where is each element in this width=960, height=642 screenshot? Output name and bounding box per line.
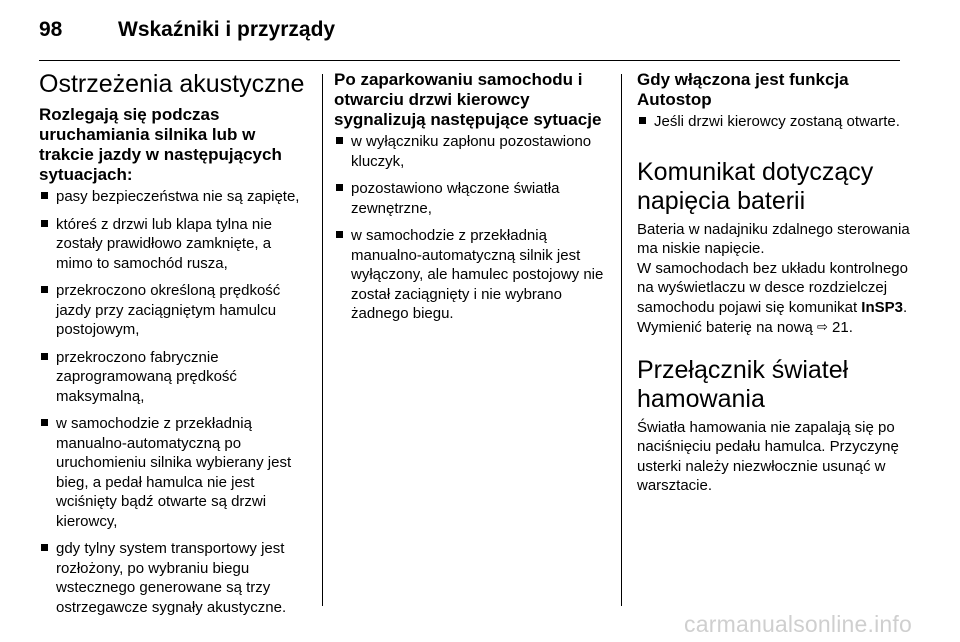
bullet-icon [41,353,48,360]
battery-section-title: Komunikat dotyczący napięcia baterii [637,157,874,215]
bullet-icon [336,137,343,144]
section-subheading: Rozlegają się podczas uruchamiania silnika lub w trakcie jazdy w następujących sytuacjach: [39,105,282,184]
bullet-icon [41,220,48,227]
bullet-icon [41,286,48,293]
bullet-icon [336,231,343,238]
section-subheading: Po zaparkowaniu samochodu i otwarciu drzwi kierowcy sygnalizują następujące sytuacje [334,70,602,129]
list-item: w samochodzie z przekładnią manualno-automatyczną silnik jest wyłączony, ale hamulec postojowy nie został zaciągnięty i nie wybrano żadnego biegu. [334,226,611,324]
section-title: Ostrzeżenia akustyczne [39,70,305,98]
chapter-title: Wskaźniki i przyrządy [118,18,336,41]
column-2 [334,70,611,332]
column-1 [39,70,311,625]
bullet-icon [336,184,343,191]
watermark: carmanualsonline.info [684,611,912,637]
page-number: 98 [39,18,63,41]
brake-section-title: Przełącznik świateł hamowania [637,355,849,413]
arrow-reference-icon: ⇨ [816,319,828,334]
column-divider [322,74,323,606]
column-3 [637,70,912,496]
column-divider [621,74,622,606]
message-code: InSP3 [861,298,903,316]
list-item: przekroczono określoną prędkość jazdy przy zaciągniętym hamulcu postojowym, [39,281,311,340]
list-item: w samochodzie z przekładnią manualno-automatyczną po uruchomieniu silnika wybierany jest bieg, a pedał hamulca nie jest wciśnięty bądź otwarte są drzwi kierowcy, [39,414,311,531]
bullet-list [334,132,611,324]
section-subheading: Gdy włączona jest funkcja Autostop [637,70,849,109]
bullet-icon [41,544,48,551]
list-item: któreś z drzwi lub klapa tylna nie zostały prawidłowo zamknięte, a mimo to samochód rusza, [39,215,311,274]
bullet-list [39,187,311,617]
bullet-list [637,112,912,132]
bullet-icon [41,192,48,199]
list-item: pasy bezpieczeństwa nie są zapięte, [39,187,311,207]
list-item: pozostawiono włączone światła zewnętrzne, [334,179,611,218]
battery-text-1: Bateria w nadajniku zdalnego sterowania ma niskie napięcie. [637,220,910,257]
list-item: przekroczono fabrycznie zaprogramowaną prędkość maksymalną, [39,348,311,407]
battery-text-2: W samochodach bez układu kontrolnego na wyświetlaczu w desce rozdzielczej samochodu pojawi się komunikat InSP3. Wymienić baterię na nową ⇨ 21. [637,259,908,336]
bullet-icon [41,419,48,426]
header-rule [39,60,900,61]
list-item: gdy tylny system transportowy jest rozłożony, po wybraniu biegu wstecznego generowane są trzy ostrzegawcze sygnały akustyczne. [39,539,311,617]
list-item: w wyłączniku zapłonu pozostawiono kluczyk, [334,132,611,171]
list-item: Jeśli drzwi kierowcy zostaną otwarte. [637,112,912,132]
brake-text: Światła hamowania nie zapalają się po naciśnięciu pedału hamulca. Przyczynę usterki należy niezwłocznie usunąć w warsztacie. [637,418,899,494]
bullet-icon [639,117,646,124]
